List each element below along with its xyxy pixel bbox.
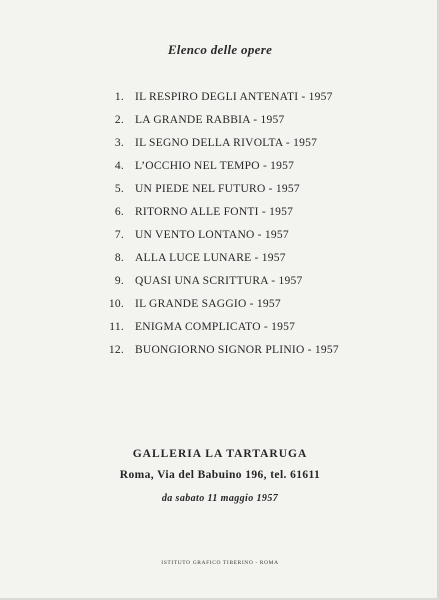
work-number: 5.: [114, 183, 124, 195]
work-title: IL RESPIRO DEGLI ANTENATI - 1957: [135, 91, 333, 103]
work-item: [0, 158, 440, 181]
gallery-name: GALLERIA LA TARTARUGA: [132, 448, 308, 460]
work-number: 2.: [114, 114, 124, 126]
work-number: 8.: [114, 252, 124, 264]
work-item: [0, 319, 440, 342]
work-item: [0, 112, 440, 135]
work-item: [0, 296, 440, 319]
work-item: [0, 342, 440, 365]
work-item: [0, 89, 440, 112]
work-number: 1.: [114, 91, 124, 103]
work-item: [0, 273, 440, 296]
work-number: 4.: [114, 160, 124, 172]
work-number: 11.: [109, 321, 124, 333]
work-number: 9.: [114, 275, 124, 287]
works-list: [0, 89, 440, 365]
work-number: 6.: [114, 206, 124, 218]
work-title: RITORNO ALLE FONTI - 1957: [135, 206, 294, 218]
work-item: [0, 204, 440, 227]
work-number: 7.: [114, 229, 124, 241]
gallery-address: Roma, Via del Babuino 196, tel. 61611: [119, 469, 321, 481]
work-number: 3.: [114, 137, 124, 149]
work-title: L’OCCHIO NEL TEMPO - 1957: [135, 160, 295, 172]
work-item: [0, 250, 440, 273]
work-item: [0, 135, 440, 158]
page-title: Elenco delle opere: [167, 42, 273, 57]
work-number: 10.: [108, 298, 124, 310]
work-title: IL SEGNO DELLA RIVOLTA - 1957: [135, 137, 318, 149]
work-title: BUONGIORNO SIGNOR PLINIO - 1957: [135, 344, 339, 356]
work-item: [0, 181, 440, 204]
exhibition-date: da sabato 11 maggio 1957: [161, 493, 279, 504]
work-title: LA GRANDE RABBIA - 1957: [135, 114, 285, 126]
work-title: ENIGMA COMPLICATO - 1957: [135, 321, 296, 333]
work-title: UN VENTO LONTANO - 1957: [135, 229, 289, 241]
work-title: UN PIEDE NEL FUTURO - 1957: [135, 183, 300, 195]
work-title: IL GRANDE SAGGIO - 1957: [135, 298, 281, 310]
work-number: 12.: [108, 344, 124, 356]
work-title: QUASI UNA SCRITTURA - 1957: [135, 275, 303, 287]
printer-credit: ISTITUTO GRAFICO TIBERINO - ROMA: [161, 560, 279, 566]
work-title: ALLA LUCE LUNARE - 1957: [135, 252, 286, 264]
work-item: [0, 227, 440, 250]
